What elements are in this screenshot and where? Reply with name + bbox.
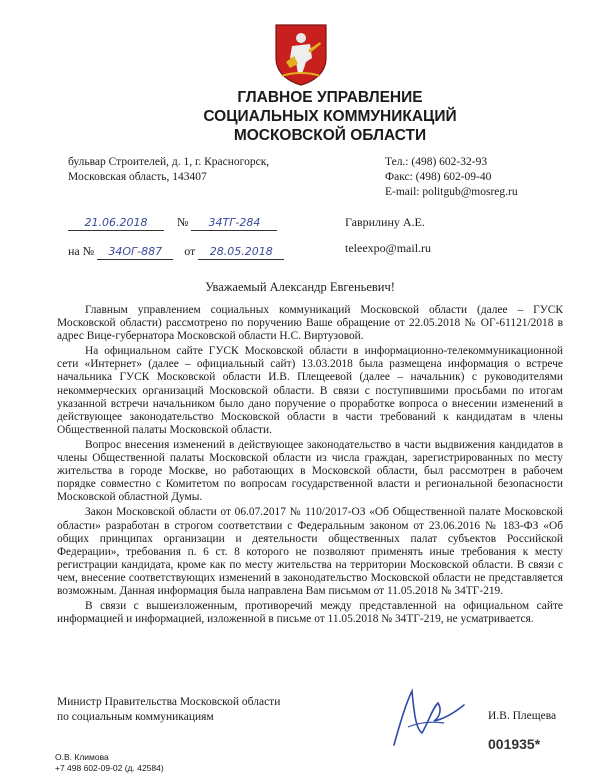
organization-title — [130, 88, 530, 145]
executor-name: О.В. Климова — [55, 752, 109, 762]
outgoing-date: 21.06.2018 — [68, 216, 164, 231]
title-line: СОЦИАЛЬНЫХ КОММУНИКАЦИЙ — [203, 108, 457, 125]
title-line: МОСКОВСКОЙ ОБЛАСТИ — [233, 127, 427, 144]
contact-block — [385, 155, 518, 200]
position-line: Министр Правительства Московской области — [57, 696, 281, 708]
in-reply-number: 34ОГ-887 — [97, 245, 173, 260]
in-reply-date: 28.05.2018 — [198, 245, 284, 260]
executor-phone: +7 498 602-09-02 (д. 42584) — [55, 763, 164, 773]
salutation: Уважаемый Александр Евгеньевич! — [205, 280, 395, 294]
address-line: Московская область, 143407 — [68, 171, 207, 183]
paragraph: Главным управлением социальных коммуникаций Московской области (далее – ГУСК Московской области) рассмотрено по поручению Ваше обращение от 22.05.2018 № ОГ-61121/2018 в адрес Вице-губернатора Московской области Н.С. Виртузовой. — [57, 304, 563, 343]
paragraph: В связи с вышеизложенным, противоречий между представленной на официальном сайте информацией и информацией, изложенной в письме от 11.05.2018 № 34ТГ-219, не усматривается. — [57, 600, 563, 626]
fax-number: Факс: (498) 602-09-40 — [385, 171, 492, 183]
postal-address — [68, 155, 269, 185]
paragraph: Вопрос внесения изменений в действующее законодательство в части выдвижения кандидатов в члены Общественной палаты Московской области из числа граждан, зарегистрированных по месту жительства в городе Москве, но работающих в Московской области, был рассмотрен в рабочем порядке совместно с Комитетом по вопросам государственной власти и региональной безопасности Московской областной Думы. — [57, 438, 563, 504]
outgoing-number: 34ТГ-284 — [191, 216, 277, 231]
letter-body — [57, 304, 563, 628]
paragraph: На официальном сайте ГУСК Московской области в информационно-телекоммуникационной сети «Интернет» (далее – официальный сайт) 13.03.2018 была размещена информация о встрече начальника ГУСК Московской области И.В. Плещеевой (далее – начальник) с руководителями некоммерческих организаций Московской области. В связи с поступившими просьбами по итогам указанной встречи начальником было дано поручение о проработке вопроса о внесении изменений в действующее законодательство Московской области в части требований к кандидатам в члены Общественной палаты Московской области. — [57, 345, 563, 436]
handwritten-signature-icon — [388, 683, 468, 753]
number-sign: № — [177, 215, 189, 229]
signatory-name: И.В. Плещева — [488, 710, 557, 722]
phone-number: Тел.: (498) 602-32-93 — [385, 156, 488, 168]
paragraph: Закон Московской области от 06.07.2017 № 110/2017-ОЗ «Об Общественной палате Московской области» разработан в строгом соответствии с Федеральным законом от 23.06.2016 № 183-ФЗ «Об общих принципах организации и деятельности общественных палат субъектов Российской Федерации», требования п. 6 ст. 8 которого не позволяют применять иные требования к месту регистрации кандидата, кроме как по месту жительства на территории Московской области. В связи с чем, внесение соответствующих изменений в законодательство Московской области не представляется возможным. Данная информация была направлена Вам письмом от 11.05.2018 № 34ТГ-219. — [57, 506, 563, 597]
moscow-oblast-emblem-icon — [272, 22, 330, 86]
from-label: от — [184, 244, 196, 258]
title-line: ГЛАВНОЕ УПРАВЛЕНИЕ — [237, 89, 423, 106]
recipient-email: teleexpo@mail.ru — [345, 241, 432, 255]
signatory-position — [57, 695, 280, 725]
document-serial-number: 001935* — [488, 736, 541, 752]
recipient-name: Гаврилину А.Е. — [345, 215, 425, 229]
in-reply-registration — [68, 244, 284, 260]
in-reply-label: на № — [68, 244, 95, 258]
executor-info — [55, 752, 164, 774]
email-address: E-mail: politgub@mosreg.ru — [385, 186, 518, 198]
outgoing-registration — [68, 215, 277, 231]
position-line: по социальным коммуникациям — [57, 711, 214, 723]
address-line: бульвар Строителей, д. 1, г. Красногорск, — [68, 156, 270, 168]
